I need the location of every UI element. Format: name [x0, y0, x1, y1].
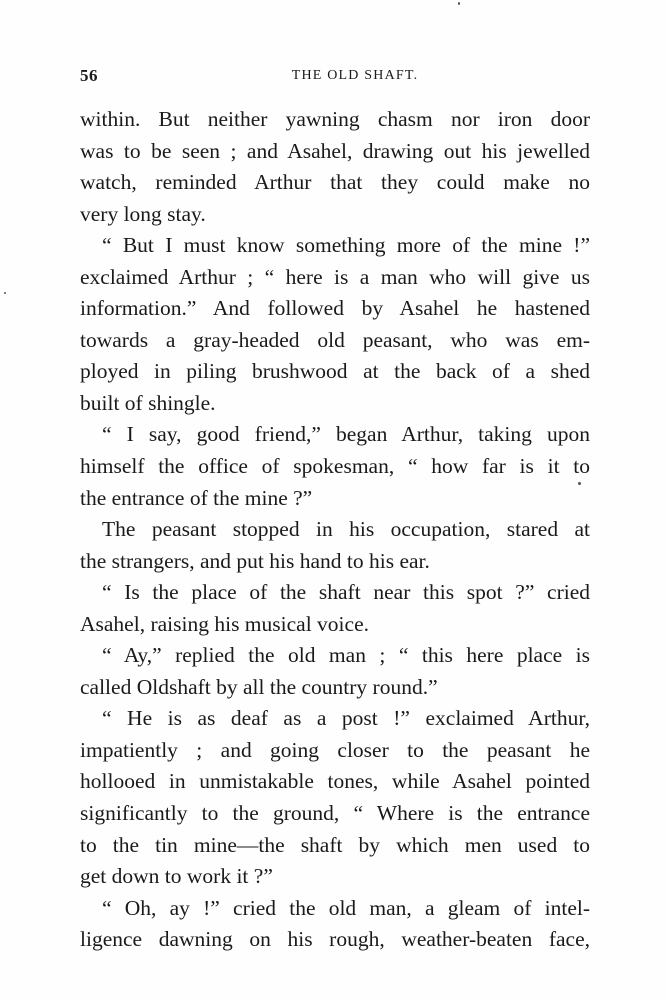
text-line: within. But neither yawning chasm nor iron door: [80, 107, 590, 131]
text-line: “ But I must know something more of the mine !”: [102, 233, 590, 258]
running-title: THE OLD SHAFT.: [291, 68, 419, 83]
text-line: significantly to the ground, “ Where is the entrance: [80, 801, 590, 826]
text-line: called Oldshaft by all the country round.”: [80, 674, 438, 699]
text-line: The peasant stopped in his occupation, stared at: [102, 517, 590, 542]
text-line: the strangers, and put his hand to his ear.: [80, 548, 430, 573]
text-line: ployed in piling brushwood at the back of a shed: [80, 359, 590, 384]
text-line: “ I say, good friend,” began Arthur, taking upon: [102, 422, 590, 447]
text-line: hollooed in unmistakable tones, while Asahel pointed: [80, 769, 590, 794]
body-text: [80, 104, 590, 956]
text-line: get down to work it ?”: [80, 864, 273, 889]
text-line: the entrance of the mine ?”: [80, 485, 313, 510]
paper-speck: [4, 292, 6, 294]
page-number: 56: [80, 66, 98, 85]
text-line: towards a gray-headed old peasant, who was em-: [80, 327, 590, 352]
page-header: [80, 66, 590, 88]
text-line: information.” And followed by Asahel he hastened: [80, 296, 590, 321]
text-line: impatiently ; and going closer to the peasant he: [80, 737, 590, 762]
text-line: to the tin mine—the shaft by which men used to: [80, 832, 590, 857]
text-line: “ Is the place of the shaft near this spot ?” cried: [102, 580, 590, 605]
text-line: watch, reminded Arthur that they could make no: [80, 170, 590, 195]
text-line: was to be seen ; and Asahel, drawing out his jewelled: [80, 138, 590, 163]
text-line: built of shingle.: [80, 390, 216, 415]
text-line: “ He is as deaf as a post !” exclaimed Arthur,: [102, 706, 590, 731]
paper-speck: [578, 482, 581, 485]
text-line: “ Ay,” replied the old man ; “ this here place is: [102, 643, 590, 668]
text-line: himself the office of spokesman, “ how far is it to: [80, 454, 590, 479]
text-line: Asahel, raising his musical voice.: [80, 611, 369, 636]
text-line: exclaimed Arthur ; “ here is a man who will give us: [80, 264, 590, 289]
text-line: “ Oh, ay !” cried the old man, a gleam of intel-: [102, 895, 590, 920]
paper-speck: [458, 2, 460, 5]
text-line: ligence dawning on his rough, weather-beaten face,: [80, 927, 590, 952]
text-line: very long stay.: [80, 201, 206, 226]
